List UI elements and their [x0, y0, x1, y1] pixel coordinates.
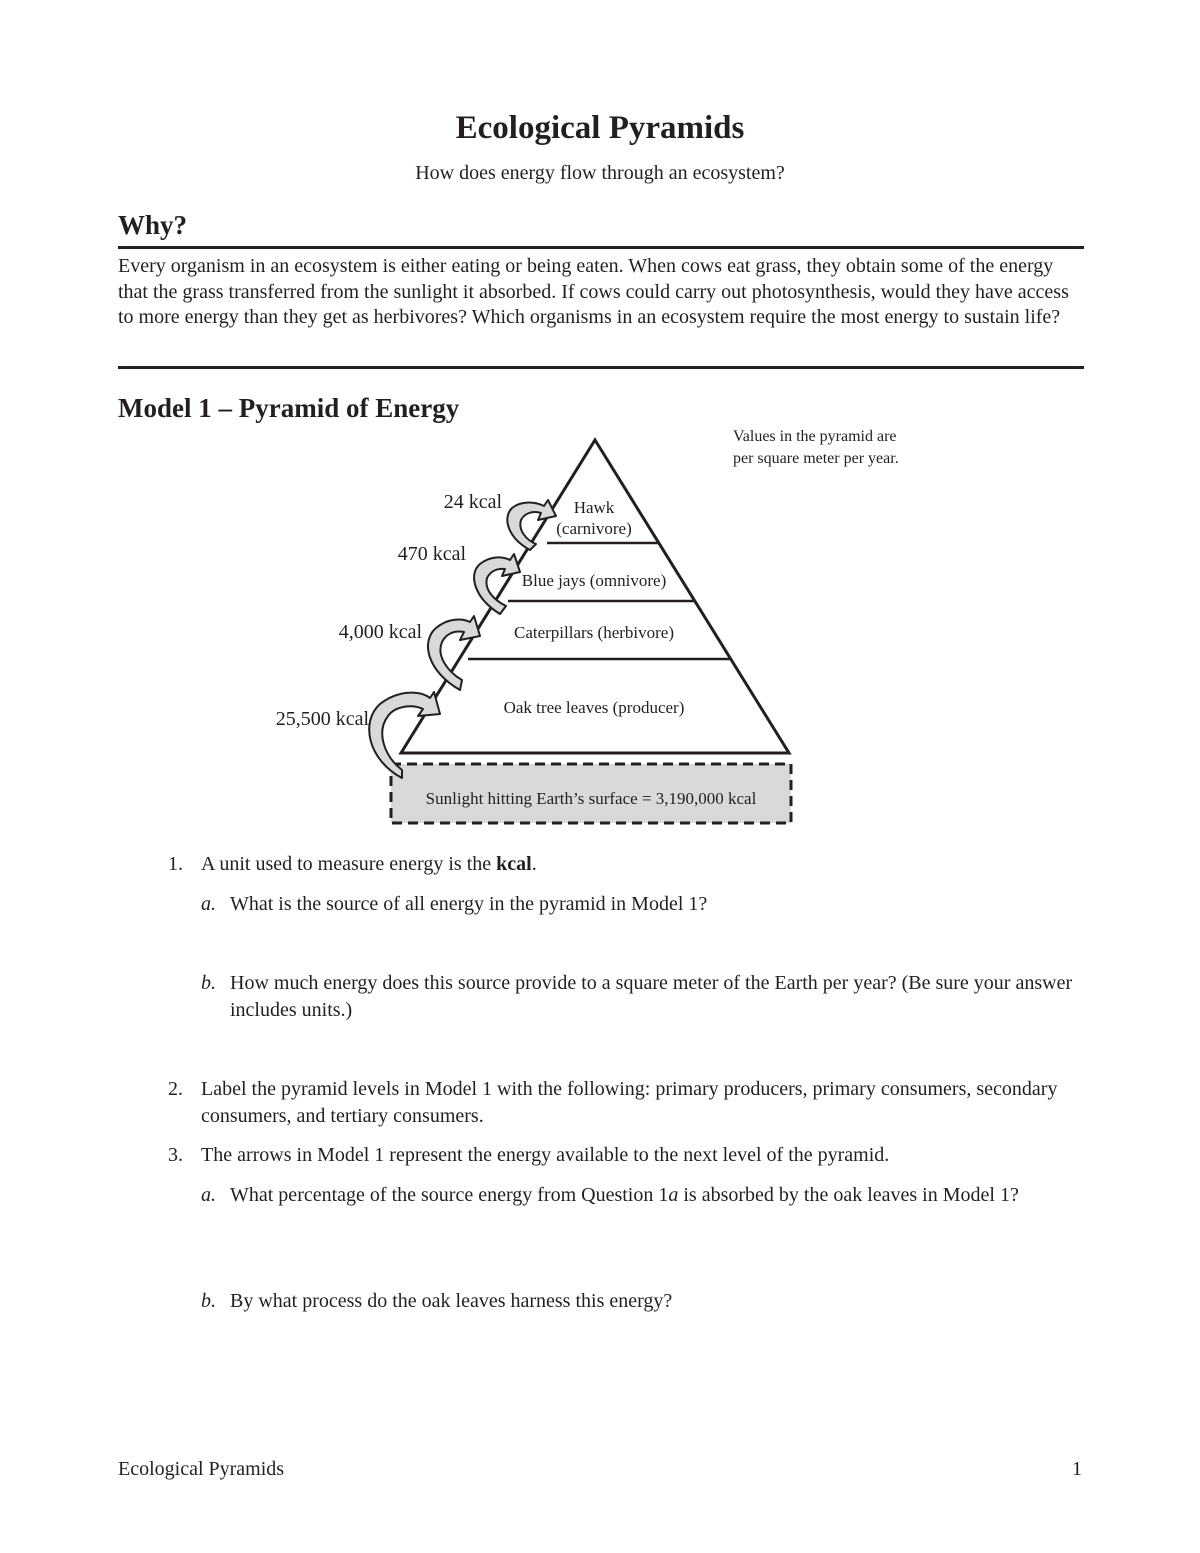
footer-title: Ecological Pyramids	[118, 1458, 285, 1480]
level-hawk-line2: (carnivore)	[556, 519, 632, 538]
q1-text-bold: kcal	[496, 853, 532, 875]
energy-hawk: 24 kcal	[443, 491, 502, 513]
question-1b	[0, 970, 1200, 1030]
q1a-text: What is the source of all energy in the pyramid in Model 1?	[230, 893, 708, 915]
q3-text: The arrows in Model 1 represent the energy available to the next level of the pyramid.	[201, 1144, 890, 1166]
q1-text	[201, 851, 1081, 878]
q3a-text	[230, 1182, 1080, 1209]
q2-number: 2.	[168, 1078, 183, 1100]
question-2	[0, 1076, 1200, 1136]
q1a-label: a.	[201, 893, 216, 915]
q1-text-pre: A unit used to measure energy is the	[201, 853, 497, 875]
question-3a	[0, 1182, 1200, 1242]
question-1a	[0, 891, 1200, 921]
q3a-label: a.	[201, 1184, 216, 1206]
question-3	[0, 1142, 1200, 1172]
energy-oak: 25,500 kcal	[275, 708, 369, 730]
level-hawk-line1: Hawk	[573, 498, 615, 517]
level-caterpillars: Caterpillars (herbivore)	[513, 623, 675, 642]
level-bluejays: Blue jays (omnivore)	[521, 571, 667, 590]
q1-number: 1.	[168, 853, 183, 875]
note-line1: Values in the pyramid are	[733, 428, 897, 445]
q3a-text-pre: What percentage of the source energy from Question 1	[230, 1184, 669, 1206]
q3a-text-post: is absorbed by the oak leaves in Model 1?	[678, 1184, 1019, 1206]
page-subtitle: How does energy flow through an ecosystem?	[415, 162, 785, 184]
q3b-text: By what process do the oak leaves harness this energy?	[230, 1290, 673, 1312]
q1-text-post: .	[531, 853, 537, 875]
q1b-label: b.	[201, 972, 216, 994]
note-line2: per square meter per year.	[733, 450, 899, 467]
q3b-label: b.	[201, 1290, 216, 1312]
q2-text: Label the pyramid levels in Model 1 with the following: primary producers, primary consumers, secondary consumers, and tertiary consumers.	[201, 1078, 1058, 1127]
question-1	[0, 851, 1200, 881]
q3a-text-ital: a	[668, 1184, 679, 1206]
sunlight-label: Sunlight hitting Earth’s surface = 3,190,000 kcal	[425, 789, 757, 808]
why-paragraph: Every organism in an ecosystem is either eating or being eaten. When cows eat grass, they obtain some of the energy that the grass transferred from the sunlight it absorbed. If cows could carry out photosynthesis, would they have access to more energy than they get as herbivores? Which organisms in an ecosystem require the most energy to sustain life?	[118, 255, 1069, 328]
q3-number: 3.	[168, 1144, 183, 1166]
q1b-text: How much energy does this source provide to a square meter of the Earth per year? (Be sure your answer includes units.)	[230, 972, 1073, 1021]
footer-page-number: 1	[1072, 1458, 1082, 1480]
page-title: Ecological Pyramids	[455, 110, 745, 146]
question-3b	[0, 1288, 1200, 1318]
energy-caterpillars: 4,000 kcal	[338, 621, 422, 643]
energy-bluejays: 470 kcal	[397, 543, 466, 565]
model-heading: Model 1 – Pyramid of Energy	[118, 393, 460, 423]
level-oak: Oak tree leaves (producer)	[503, 698, 685, 717]
why-heading: Why?	[118, 210, 188, 240]
